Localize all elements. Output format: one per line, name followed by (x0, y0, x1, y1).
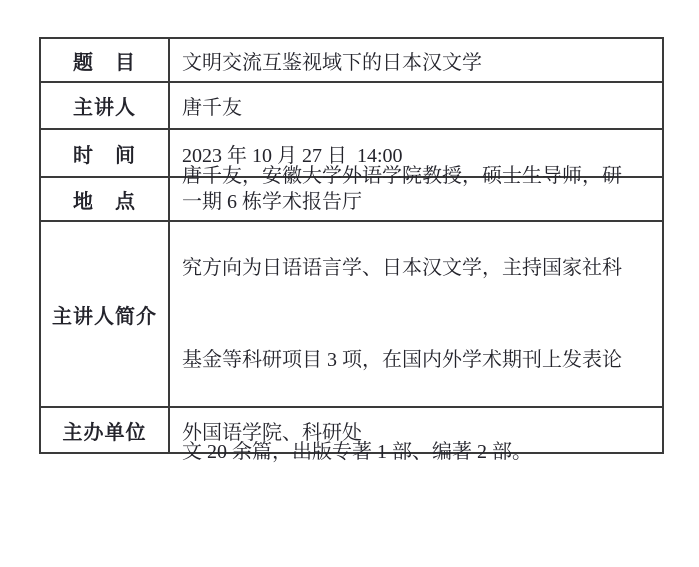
row-value-location: 一期 6 栋学术报告厅 (182, 190, 362, 213)
row-value-organizer: 外国语学院、科研处 (182, 421, 362, 444)
row-value-title: 文明交流互鉴视域下的日本汉文学 (182, 51, 482, 74)
row-label-organizer: 主办单位 (41, 408, 170, 452)
speaker-bio-line: 基金等科研项目 3 项，在国内外学术期刊上发表论 (182, 349, 622, 371)
row-label-speaker: 主讲人 (41, 83, 170, 128)
table-row-title (41, 39, 662, 83)
speaker-bio-text (182, 107, 622, 521)
table-row-organizer (41, 408, 662, 452)
speaker-bio-line: 究方向为日语语言学、日本汉文学，主持国家社科 (182, 257, 622, 279)
row-label-location: 地 点 (41, 178, 170, 220)
row-label-speaker-bio: 主讲人简介 (41, 222, 170, 406)
row-value-time: 2023 年 10 月 27 日 14:00 (182, 144, 403, 167)
lecture-info-table (39, 37, 664, 463)
row-label-title: 题 目 (41, 39, 170, 81)
row-value-speaker: 唐千友 (182, 97, 242, 119)
row-label-time: 时 间 (41, 130, 170, 176)
speaker-bio-line: 唐千友，安徽大学外语学院教授，硕士生导师，研 (182, 165, 622, 187)
speaker-bio-line: 文 20 余篇，出版专著 1 部、编著 2 部。 (182, 441, 532, 463)
